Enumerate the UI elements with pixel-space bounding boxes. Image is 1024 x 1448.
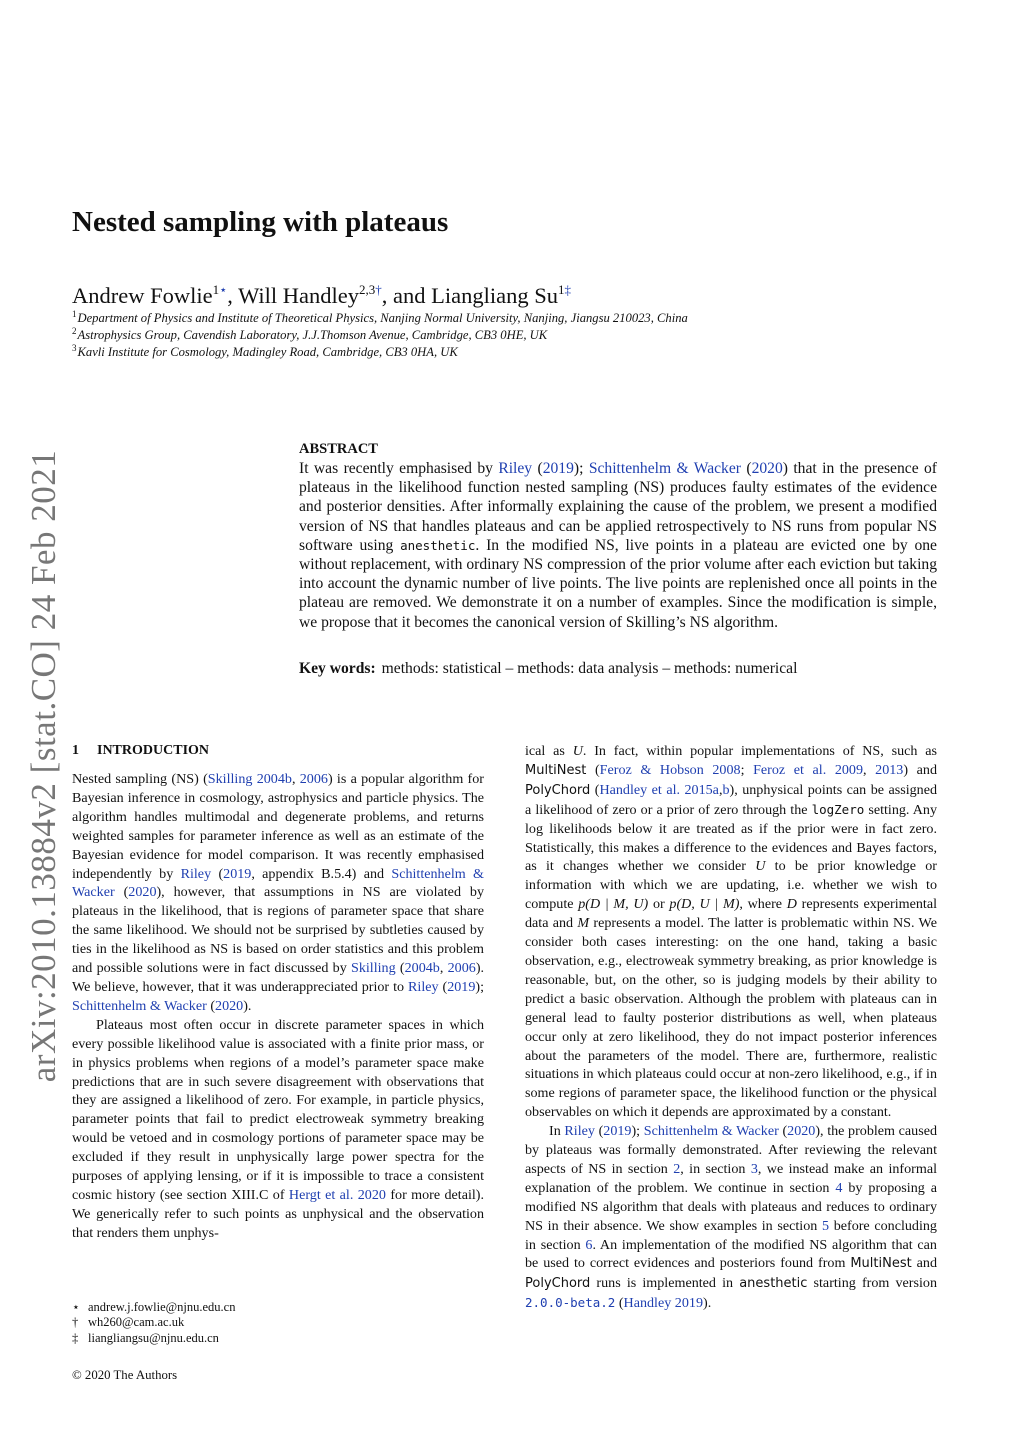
- author-footnote-link[interactable]: ‡: [564, 282, 572, 297]
- affiliation-number: 2: [72, 326, 77, 336]
- author-name: Andrew Fowlie: [72, 283, 213, 308]
- author-footnote-link[interactable]: †: [375, 282, 382, 297]
- citation-link[interactable]: Handley et al. 2015a: [599, 781, 719, 798]
- body-text: ,: [291, 771, 300, 787]
- section-heading: [72, 743, 209, 759]
- body-text: , where: [739, 896, 787, 913]
- body-text: . In fact, within popular implementations of NS, such as: [582, 743, 937, 759]
- author-name: Will Handley: [238, 283, 360, 308]
- affiliation-text: Kavli Institute for Cosmology, Madingley Road, Cambridge, CB3 0HA, UK: [77, 345, 458, 359]
- citation-link[interactable]: 2020: [751, 460, 783, 477]
- body-text: ), the problem caused by plateaus was formally demonstrated. After reviewing the relevant aspects of NS in section: [525, 1123, 938, 1177]
- math-symbol: U: [572, 743, 583, 759]
- math-symbol: U: [755, 858, 766, 875]
- author-separator: ,: [227, 283, 239, 308]
- code-name: PolyChord: [525, 1276, 591, 1292]
- keywords-text: methods: statistical – methods: data analysis – methods: numerical: [381, 660, 798, 677]
- code-name: anesthetic: [739, 1276, 808, 1292]
- right-column: [525, 742, 937, 1313]
- body-text: Nested sampling (NS) (: [72, 771, 208, 787]
- affiliation: [72, 309, 688, 326]
- affiliation-number: 1: [72, 309, 77, 319]
- abstract-text: (: [532, 460, 543, 477]
- body-text: );: [475, 978, 484, 995]
- citation-link[interactable]: 2013: [875, 761, 904, 778]
- affiliation: [72, 326, 547, 343]
- citation-link[interactable]: b: [722, 781, 730, 798]
- citation-link[interactable]: 2006: [447, 960, 476, 977]
- body-text: ,: [718, 781, 723, 798]
- citation-link[interactable]: 2006: [299, 771, 328, 787]
- code-name: logZero: [811, 801, 865, 817]
- body-text: (: [594, 1123, 604, 1140]
- citation-link[interactable]: 2020: [787, 1123, 816, 1140]
- author-name: Liangliang Su: [431, 283, 559, 308]
- citation-link[interactable]: 2020: [128, 884, 157, 901]
- author-list: [72, 282, 571, 309]
- body-text: (: [778, 1123, 788, 1140]
- body-text: ).: [703, 1295, 712, 1312]
- author-affil: 2,3: [359, 282, 376, 297]
- body-text: ical as: [525, 743, 573, 759]
- abstract-text: );: [573, 460, 589, 477]
- abstract-heading: ABSTRACT: [299, 441, 378, 457]
- body-text: or: [648, 896, 670, 913]
- body-text: (: [395, 960, 405, 977]
- keywords-label: Key words:: [299, 660, 376, 677]
- body-text: ) is a popular algorithm for Bayesian inference in cosmology, astrophysics and particle physics. The algorithm handles multimodal and degenerate problems, and returns weighted samples for parameter inference as well as an estimate of the Bayesian evidence for model comparison. It was recently emphasised independently by: [72, 771, 484, 882]
- body-text: ), unphysical points can be assigned a likelihood of zero or a prior of zero through the: [525, 781, 938, 818]
- math-expression: p(D, U | M): [669, 896, 740, 913]
- section-ref-link[interactable]: 6: [585, 1236, 593, 1253]
- body-text: , we instead make an informal explanation of the problem. We continue in section: [525, 1160, 937, 1196]
- footnote-text: wh260@cam.ac.uk: [88, 1315, 185, 1329]
- citation-link[interactable]: 2019: [447, 978, 476, 995]
- body-text: ) and: [903, 761, 937, 778]
- citation-link[interactable]: Feroz & Hobson 2008: [599, 761, 741, 778]
- body-text: , appendix B.5.4) and: [251, 865, 392, 882]
- citation-link[interactable]: Handley 2019: [623, 1295, 703, 1312]
- citation-link[interactable]: Riley: [498, 460, 533, 477]
- body-text: ,: [439, 960, 448, 977]
- citation-link[interactable]: Riley: [564, 1123, 595, 1140]
- math-symbol: D: [786, 896, 797, 913]
- code-name: anesthetic: [400, 537, 476, 553]
- footnote: [72, 1315, 184, 1330]
- body-text: setting. Any log likelihoods below it are treated as if the prior were in fact zero. Statistically, this makes a difference to the evidences and Bayes factors, as it changes whether we consider: [525, 801, 937, 875]
- body-text: ).: [243, 997, 252, 1014]
- citation-link[interactable]: Riley: [408, 978, 439, 995]
- body-text: runs is implemented in: [590, 1275, 740, 1292]
- paper-title: Nested sampling with plateaus: [72, 206, 449, 238]
- version-link[interactable]: 2.0.0-beta.2: [525, 1295, 616, 1311]
- body-text: ,: [863, 761, 876, 778]
- body-text: ), however, that assumptions in NS are violated by plateaus in the likelihood, that is regions of parameter space that share the same likelihood. We should not be surprised by subtleties caused by ties in the likelihood as NS is based on order statistics and this problem and possible solutions were in fact discussed by: [72, 884, 484, 977]
- body-text: In: [549, 1123, 565, 1140]
- body-text: ). We believe, however, that it was underappreciated prior to: [72, 960, 485, 995]
- citation-link[interactable]: 2019: [542, 460, 574, 477]
- footnote: [72, 1331, 219, 1346]
- footnote-mark: ‡: [72, 1331, 79, 1345]
- left-column: [72, 770, 484, 1243]
- code-name: MultiNest: [525, 762, 587, 778]
- body-text: (: [211, 865, 224, 882]
- affiliation: [72, 343, 458, 360]
- body-text: ;: [740, 761, 754, 778]
- body-text: to be prior knowledge or information with which we are updating, i.e. whether we wish to compute: [525, 858, 937, 913]
- abstract-body: [299, 459, 937, 632]
- abstract-text: . In the modified NS, live points in a plateau are evicted one by one without replacement, with ordinary NS compression of the prior volume after each eviction but taking into account the dynamic number of live points. The live points are replenished once all points in the plateau are removed. We demonstrate it on a number of examples. Since the modification is simple, we propose that it becomes the canonical version of Skilling’s NS algorithm.: [299, 536, 937, 631]
- body-text: (: [206, 997, 216, 1014]
- section-ref-link[interactable]: 4: [835, 1179, 843, 1196]
- citation-link[interactable]: Skilling 2004b: [207, 771, 292, 787]
- copyright: © 2020 The Authors: [72, 1368, 178, 1382]
- author-affil: 1: [558, 282, 565, 297]
- body-text: starting from version: [807, 1275, 937, 1292]
- section-ref-link[interactable]: 2: [673, 1160, 681, 1177]
- keywords: [299, 660, 797, 678]
- section-ref-link[interactable]: 3: [750, 1160, 758, 1177]
- abstract-text: It was recently emphasised by: [299, 460, 499, 477]
- affiliation-number: 3: [72, 343, 77, 353]
- footnote-text: liangliangsu@njnu.edu.cn: [88, 1331, 219, 1345]
- code-name: MultiNest: [850, 1256, 912, 1272]
- body-text: . An implementation of the modified NS algorithm that can be used to correct evidences and posteriors found from: [525, 1236, 937, 1272]
- footnote: [72, 1299, 235, 1315]
- body-text: for more detail). We generically refer to such points as unphysical and the observation that renders them unphys-: [72, 1186, 485, 1241]
- body-text: (: [438, 978, 448, 995]
- arxiv-stamp: arXiv:2010.13884v2 [stat.CO] 24 Feb 2021: [24, 449, 63, 1083]
- paragraph: [525, 1122, 937, 1313]
- body-text: before concluding in section: [525, 1217, 937, 1253]
- section-title: INTRODUCTION: [97, 743, 210, 758]
- footnote-text: andrew.j.fowlie@njnu.edu.cn: [88, 1300, 236, 1314]
- author-affil: 1: [212, 282, 220, 297]
- author-separator: , and: [381, 283, 432, 308]
- citation-link[interactable]: Hergt et al. 2020: [288, 1186, 386, 1203]
- citation-link[interactable]: Schittenhelm & Wacker: [588, 460, 741, 477]
- math-symbol: M: [577, 915, 590, 932]
- body-text: and: [911, 1255, 937, 1272]
- affiliation-text: Astrophysics Group, Cavendish Laboratory, J.J.Thomson Avenue, Cambridge, CB3 0HE, UK: [77, 328, 548, 342]
- citation-link[interactable]: Schittenhelm & Wacker: [643, 1123, 779, 1140]
- body-text: , in section: [680, 1160, 751, 1177]
- section-number: 1: [72, 743, 79, 758]
- citation-link[interactable]: 2020: [215, 997, 244, 1014]
- citation-link[interactable]: Feroz et al. 2009: [753, 761, 864, 778]
- body-text: (: [586, 761, 600, 778]
- citation-link[interactable]: Schittenhelm & Wacker: [72, 865, 485, 901]
- footnote-mark: †: [72, 1315, 79, 1329]
- citation-link[interactable]: Skilling: [351, 960, 396, 977]
- section-ref-link[interactable]: 5: [821, 1217, 830, 1234]
- paragraph: [72, 770, 484, 1016]
- body-text: );: [631, 1123, 644, 1140]
- paragraph: [525, 742, 937, 1122]
- citation-link[interactable]: 2019: [603, 1123, 632, 1140]
- citation-link[interactable]: 2019: [223, 865, 252, 882]
- citation-link[interactable]: Riley: [180, 865, 212, 882]
- footnote-mark: ⋆: [72, 1300, 80, 1314]
- affiliation-text: Department of Physics and Institute of Theoretical Physics, Nanjing Normal University, Nanjing, Jiangsu 210023, China: [77, 311, 688, 325]
- citation-link[interactable]: Schittenhelm & Wacker: [72, 997, 207, 1014]
- body-text: represents experimental data and: [525, 896, 938, 932]
- body-text: (: [590, 781, 600, 798]
- body-text: by proposing a modified NS algorithm that deals with plateaus and reduces to ordinary NS in their absence. We show examples in section: [525, 1179, 937, 1234]
- body-text: (: [615, 1295, 624, 1312]
- citation-link[interactable]: 2004b: [404, 960, 440, 977]
- abstract-text: ) that in the presence of plateaus in the likelihood function nested sampling (NS) produces faulty estimates of the evidence and posterior densities. After informally explaining the cause of the problem, we present a modified version of NS that handles plateaus and can be applied retrospectively to NS runs from popular NS software using: [299, 460, 938, 554]
- paragraph: [72, 1016, 484, 1243]
- abstract-text: (: [740, 460, 752, 477]
- math-expression: p(D | M, U): [578, 896, 649, 913]
- body-text: (: [114, 884, 129, 901]
- body-text: represents a model. The latter is problematic within NS. We consider both cases interesting: on the one hand, taking a basic observation, e.g., electroweak symmetry breaking, as prior knowledge is reasonable, but, on the other, so is judging models by their ability to predict a basic observation. Although the problem with plateaus can in general lead to faulty posterior distributions as well, when plateaus occur only at zero likelihood, they do not impact posterior inferences about the parameters of the model. There are, furthermore, realistic situations in which plateaus could occur at non-zero likelihood, e.g., if in some regions of parameter space, the likelihood function or the physical observables on which it depends are approximated by a constant.: [525, 915, 937, 1121]
- body-text: Plateaus most often occur in discrete parameter spaces in which every possible likelihood value is associated with a finite prior mass, or in physics problems when regions of a model’s parameter space make predictions that are in such severe disagreement with observations that they are assigned a likelihood of zero. For example, in particle physics, parameter points that fail to predict electroweak symmetry breaking would be vetoed and in cosmology portions of parameter space may be excluded if they result in unphysically large power spectra for the purposes of applying lensing, or if it is impossible to trace a consistent cosmic history (see section XIII.C of: [72, 1016, 484, 1203]
- author-footnote-link[interactable]: ⋆: [219, 282, 228, 297]
- code-name: PolyChord: [525, 782, 591, 798]
